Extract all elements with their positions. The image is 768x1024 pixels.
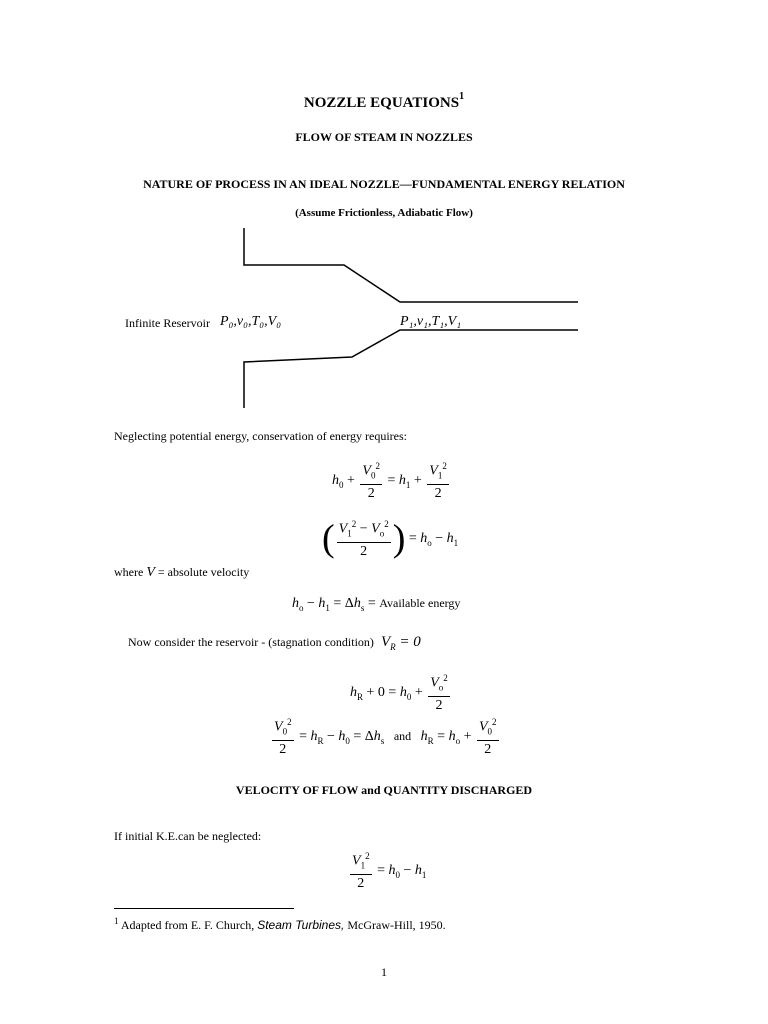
- subtitle: FLOW OF STEAM IN NOZZLES: [295, 130, 473, 144]
- title-text: NOZZLE EQUATIONS: [303, 95, 460, 111]
- exit-state: P₁,v₁,T₁,V₁: [400, 314, 462, 329]
- section-heading-velocity: VELOCITY OF FLOW and QUANTITY DISCHARGED: [235, 783, 533, 797]
- where-suffix: = absolute velocity: [157, 565, 250, 579]
- reservoir-state: P₀,v₀,T₀,V₀: [220, 314, 282, 329]
- text-neglecting: Neglecting potential energy, conservation of energy requires:: [114, 429, 408, 443]
- and-word: and: [393, 728, 412, 743]
- assumption-note: (Assume Frictionless, Adiabatic Flow): [295, 207, 473, 219]
- where-variable: V: [146, 565, 155, 580]
- footnote-book-title: Steam Turbines,: [257, 918, 345, 932]
- equation-available-energy: $h_o - h_1 = \Delta h_s$ = Available energy: [292, 596, 461, 613]
- text-where: [114, 565, 249, 581]
- title-footnote-mark: 1: [459, 91, 465, 102]
- footnote-mark: 1: [114, 916, 119, 926]
- footnote-prefix: Adapted from E. F. Church,: [120, 918, 255, 932]
- footnote-suffix: McGraw-Hill, 1950.: [347, 918, 446, 932]
- nozzle-upper-wall: [244, 228, 578, 302]
- text-initial-ke: If initial K.E.can be neglected:: [114, 829, 262, 843]
- equation-stagnation: $h_R + 0 = h_0$ + $\frac{V_o^2}{2}$: [350, 670, 452, 715]
- footnote-rule: [114, 908, 294, 909]
- equation-stagnation-enthalpy: $\frac{V_0^2}{2}$ = $h_R - h_0 = \Delta h_s$ and $h_R = h_o$ + $\frac{V_0^2}{2}$: [270, 714, 501, 759]
- equation-energy-balance: $h_0$ + $\frac{V_0^2}{2}$ = $h_1$ + $\frac{V_1^2}{2}$: [332, 458, 451, 503]
- available-energy-label: Available energy: [379, 596, 461, 610]
- reservoir-label: Infinite Reservoir: [125, 316, 210, 330]
- reservoir-text: Now consider the reservoir - (stagnation condition): [128, 635, 374, 649]
- section-heading-nature: NATURE OF PROCESS IN AN IDEAL NOZZLE—FUNDAMENTAL ENERGY RELATION: [143, 177, 625, 191]
- text-reservoir: Now consider the reservoir - (stagnation condition) $V_R = 0$: [128, 634, 421, 652]
- nozzle-diagram: [0, 0, 768, 420]
- equation-velocity-difference: ( $\frac{V_1^2 - V_o^2}{2}$ ) = $h_o - h_1$: [322, 517, 459, 560]
- footnote: [114, 916, 446, 933]
- equation-exit-velocity: $\frac{V_1^2}{2}$ = $h_0 - h_1$: [348, 848, 426, 893]
- where-prefix: where: [114, 565, 144, 579]
- nozzle-lower-wall: [244, 330, 578, 408]
- page-number: 1: [381, 965, 387, 979]
